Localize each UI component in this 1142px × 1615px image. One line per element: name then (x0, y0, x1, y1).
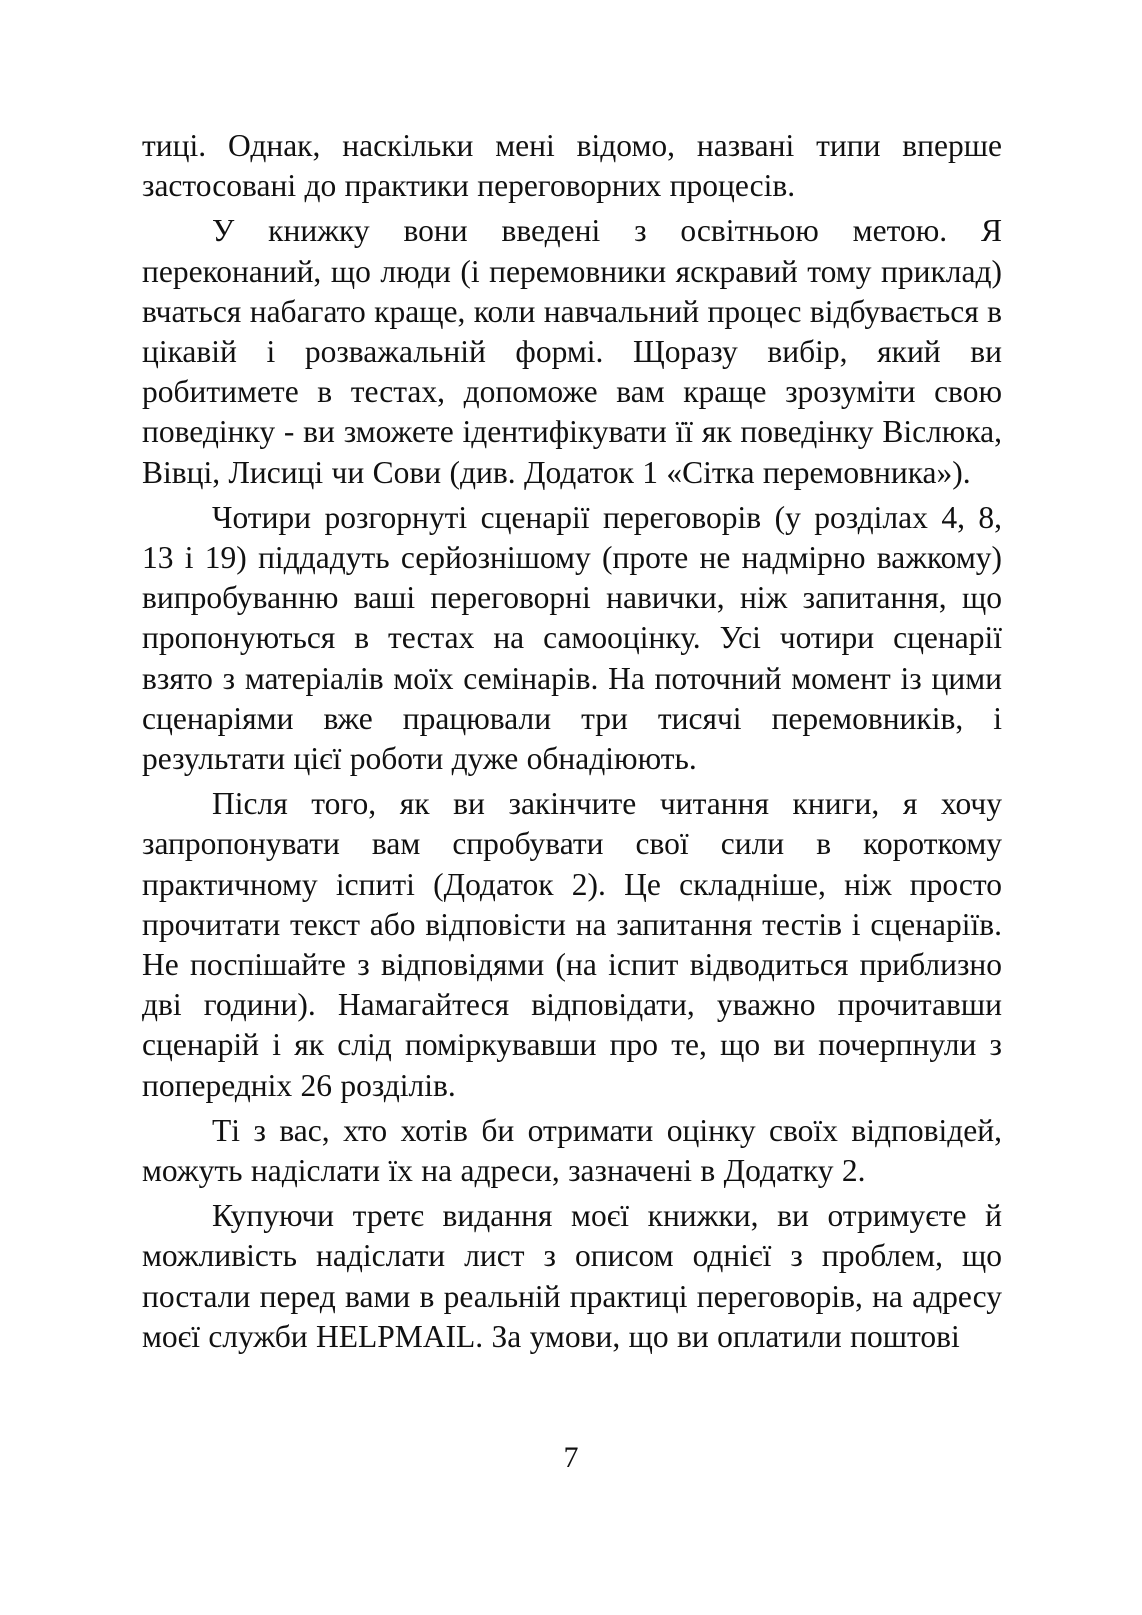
paragraph: Купуючи третє видання моєї книжки, ви отримуєте й можливість надіслати лист з описом однієї з проблем, що постали перед вами в реальній практиці переговорів, на адресу моєї служби HELPMAIL. За умови, що ви оплатили поштові (142, 1198, 1002, 1354)
paragraph: Ті з вас, хто хотів би отримати оцінку своїх відповідей, можуть надіслати їх на адреси, зазначені в Додатку 2. (142, 1112, 1002, 1189)
body-text-column (142, 126, 1002, 1357)
paragraph: Після того, як ви закінчите читання книги, я хочу запропонувати вам спробувати свої сили в короткому практичному іспиті (Додаток 2). Це складніше, ніж просто прочитати текст або відповісти на запитання тестів і сценаріїв. Не поспішайте з відповідями (на іспит відводиться приблизно дві години). Намагайтеся відповідати, уважно прочитавши сценарій і як слід поміркувавши про те, що ви почерпнули з попередніх 26 розділів. (142, 786, 1002, 1103)
paragraph-continuation: тиці. Однак, наскільки мені відомо, названі типи вперше застосовані до практики переговорних процесів. (142, 128, 1002, 204)
page-number: 7 (563, 1441, 579, 1474)
paragraph: У книжку вони введені з освітньою метою. Я переконаний, що люди (і перемовники яскравий тому приклад) вчаться набагато краще, коли навчальний процес відбувається в цікавій і розважальній формі. Щоразу вибір, який ви робитимете в тестах, допоможе вам краще зрозуміти свою поведінку - ви зможете ідентифікувати її як поведінку Віслюка, Вівці, Лисиці чи Сови (див. Додаток 1 «Сітка перемовника»). (142, 213, 1002, 490)
paragraph: Чотири розгорнуті сценарії переговорів (у розділах 4, 8, 13 і 19) піддадуть серйознішому (проте не надмірно важкому) випробуванню ваші переговорні навички, ніж запитання, що пропонуються в тестах на самооцінку. Усі чотири сценарії взято з матеріалів моїх семінарів. На поточний момент із цими сценаріями вже працювали три тисячі перемовників, і результати цієї роботи дуже обнадіюють. (142, 499, 1002, 777)
